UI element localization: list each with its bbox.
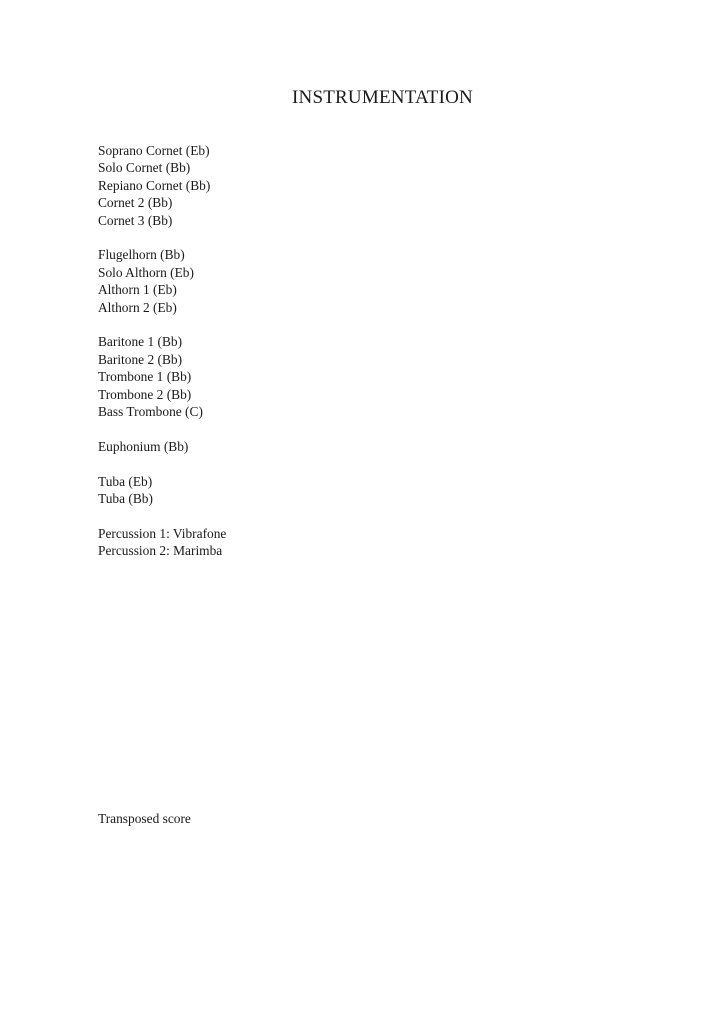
instrument-item: Cornet 2 (Bb) [98,195,173,211]
instrument-group-euphonium [98,438,226,455]
instrument-group-percussion [98,525,226,560]
page-title: INSTRUMENTATION [292,87,473,108]
instrument-item: Baritone 2 (Bb) [98,351,183,367]
instrument-item: Trombone 2 (Bb) [98,386,192,402]
instrument-item: Solo Cornet (Bb) [98,160,191,176]
instrument-item: Bass Trombone (C) [98,404,203,420]
instrument-group-tubas [98,473,226,508]
instrument-item: Repiano Cornet (Bb) [98,177,211,193]
score-type-note: Transposed score [98,811,191,826]
instrument-item: Baritone 1 (Bb) [98,334,183,350]
instrument-item: Percussion 1: Vibrafone [98,525,227,541]
instrument-item: Tuba (Eb) [98,473,153,489]
instrument-item: Flugelhorn (Bb) [98,247,185,263]
instrument-item: Percussion 2: Marimba [98,543,223,559]
instrument-item: Althorn 1 (Eb) [98,282,177,298]
instrument-group-baritones-trombones [98,333,226,420]
instrument-item: Trombone 1 (Bb) [98,369,192,385]
instrument-item: Euphonium (Bb) [98,438,189,454]
instrument-item: Tuba (Bb) [98,491,153,507]
instrument-item: Solo Althorn (Eb) [98,264,194,280]
instrument-group-cornets [98,142,226,229]
instrument-list [98,142,226,577]
instrument-group-horns [98,246,226,316]
instrument-item: Soprano Cornet (Eb) [98,143,210,158]
instrument-item: Althorn 2 (Eb) [98,299,177,315]
instrument-item: Cornet 3 (Bb) [98,212,173,228]
